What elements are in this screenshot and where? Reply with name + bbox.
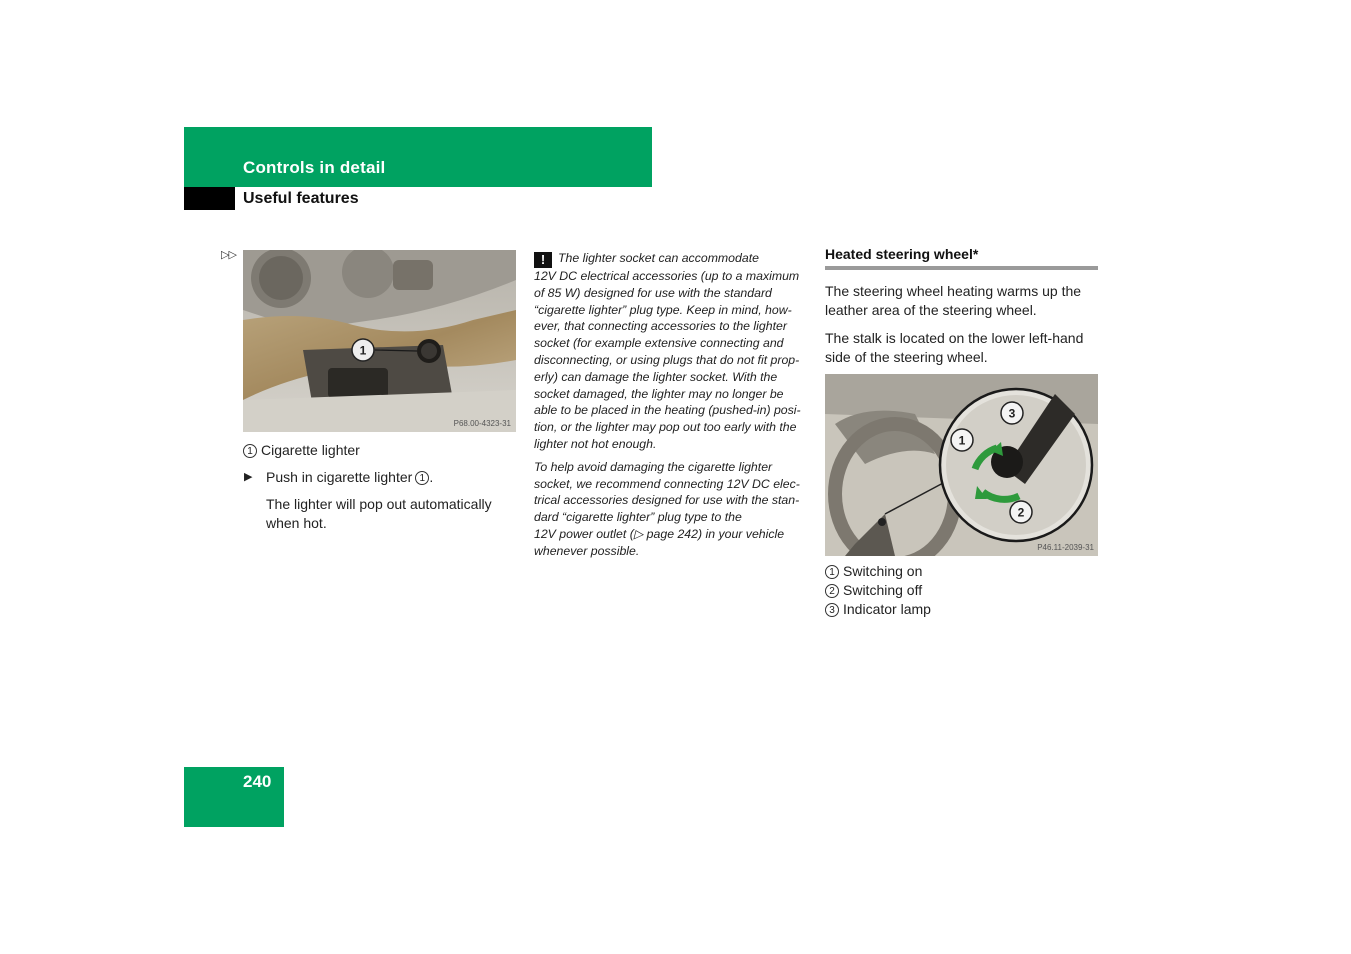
legend-item bbox=[825, 562, 931, 581]
tip-line: trical accessories designed for use with the stan- bbox=[534, 493, 800, 508]
photo-callout-1: 1 bbox=[958, 433, 966, 448]
legend-item bbox=[825, 600, 931, 619]
heated-paragraph-2 bbox=[825, 329, 1083, 367]
warning-note bbox=[534, 250, 810, 566]
legend-label: Indicator lamp bbox=[843, 601, 931, 617]
photo-callout-3: 3 bbox=[1008, 406, 1016, 421]
note-line: disconnecting, or using plugs that do not fit prop- bbox=[534, 352, 800, 367]
note-line: socket (for example extensive connecting and bbox=[534, 336, 784, 351]
tip-line-page-reference[interactable]: 12V power outlet (▷ page 242) in your vehicle bbox=[534, 526, 785, 541]
steering-wheel-photo bbox=[825, 374, 1098, 556]
note-line: socket damaged, the lighter may no longer be bbox=[534, 386, 784, 401]
note-line: lighter not hot enough. bbox=[534, 436, 657, 451]
step-result bbox=[266, 495, 492, 533]
paragraph-line: leather area of the steering wheel. bbox=[825, 302, 1037, 318]
note-line: The lighter socket can accommodate bbox=[558, 251, 759, 265]
note-line: able to be placed in the heating (pushed-in) posi- bbox=[534, 403, 801, 418]
callout-number: 3 bbox=[825, 603, 839, 617]
note-line: of 85 W) designed for use with the standard bbox=[534, 285, 772, 300]
photo-callout-2: 2 bbox=[1017, 505, 1025, 520]
callout-number: 1 bbox=[243, 444, 257, 458]
instruction-step bbox=[266, 468, 433, 487]
result-line: The lighter will pop out automatically bbox=[266, 496, 492, 512]
section-tab-marker bbox=[184, 187, 235, 210]
legend-label: Cigarette lighter bbox=[261, 442, 360, 458]
result-line: when hot. bbox=[266, 515, 327, 531]
section-title: Controls in detail bbox=[243, 158, 386, 177]
note-line: ever, that connecting accessories to the lighter bbox=[534, 319, 787, 334]
step-text: Push in cigarette lighter bbox=[266, 469, 413, 485]
legend-item bbox=[243, 441, 360, 460]
callout-number: 1 bbox=[825, 565, 839, 579]
heading-rule bbox=[825, 266, 1098, 270]
photo-code: P68.00-4323-31 bbox=[453, 419, 511, 428]
tip-line: whenever possible. bbox=[534, 543, 640, 558]
callout-number: 1 bbox=[415, 471, 429, 485]
step-suffix: . bbox=[429, 469, 434, 485]
note-line: tion, or the lighter may pop out too early with the bbox=[534, 420, 797, 435]
legend-label: Switching on bbox=[843, 563, 923, 579]
photo-callout-1: 1 bbox=[359, 343, 367, 358]
warning-icon: ! bbox=[534, 252, 552, 268]
continued-marker: ▷▷ bbox=[221, 249, 236, 261]
tip-line: To help avoid damaging the cigarette lighter bbox=[534, 459, 773, 474]
note-line: “cigarette lighter” plug type. Keep in mind, how- bbox=[534, 302, 792, 317]
paragraph-line: side of the steering wheel. bbox=[825, 349, 988, 365]
heated-steering-heading: Heated steering wheel* bbox=[825, 246, 979, 262]
note-line: 12V DC electrical accessories (up to a maximum bbox=[534, 269, 800, 283]
heated-paragraph-1 bbox=[825, 282, 1081, 320]
paragraph-line: The steering wheel heating warms up the bbox=[825, 283, 1082, 299]
photo-code: P46.11-2039-31 bbox=[1037, 543, 1094, 552]
instruction-bullet-icon: ▶ bbox=[244, 471, 253, 483]
legend-label: Switching off bbox=[843, 582, 923, 598]
tip-line: dard “cigarette lighter” plug type to the bbox=[534, 510, 742, 525]
note-line: erly) can damage the lighter socket. With the bbox=[534, 369, 778, 384]
header-band bbox=[184, 127, 652, 187]
paragraph-line: The stalk is located on the lower left-hand bbox=[825, 330, 1084, 346]
callout-number: 2 bbox=[825, 584, 839, 598]
note-paragraph bbox=[534, 250, 810, 453]
legend-item bbox=[825, 581, 931, 600]
subsection-title: Useful features bbox=[243, 190, 359, 207]
cigarette-lighter-photo bbox=[243, 250, 516, 432]
steering-legend bbox=[825, 562, 931, 619]
tip-paragraph bbox=[534, 459, 810, 560]
page-number: 240 bbox=[243, 772, 272, 791]
tip-line: socket, we recommend connecting 12V DC elec- bbox=[534, 476, 800, 491]
